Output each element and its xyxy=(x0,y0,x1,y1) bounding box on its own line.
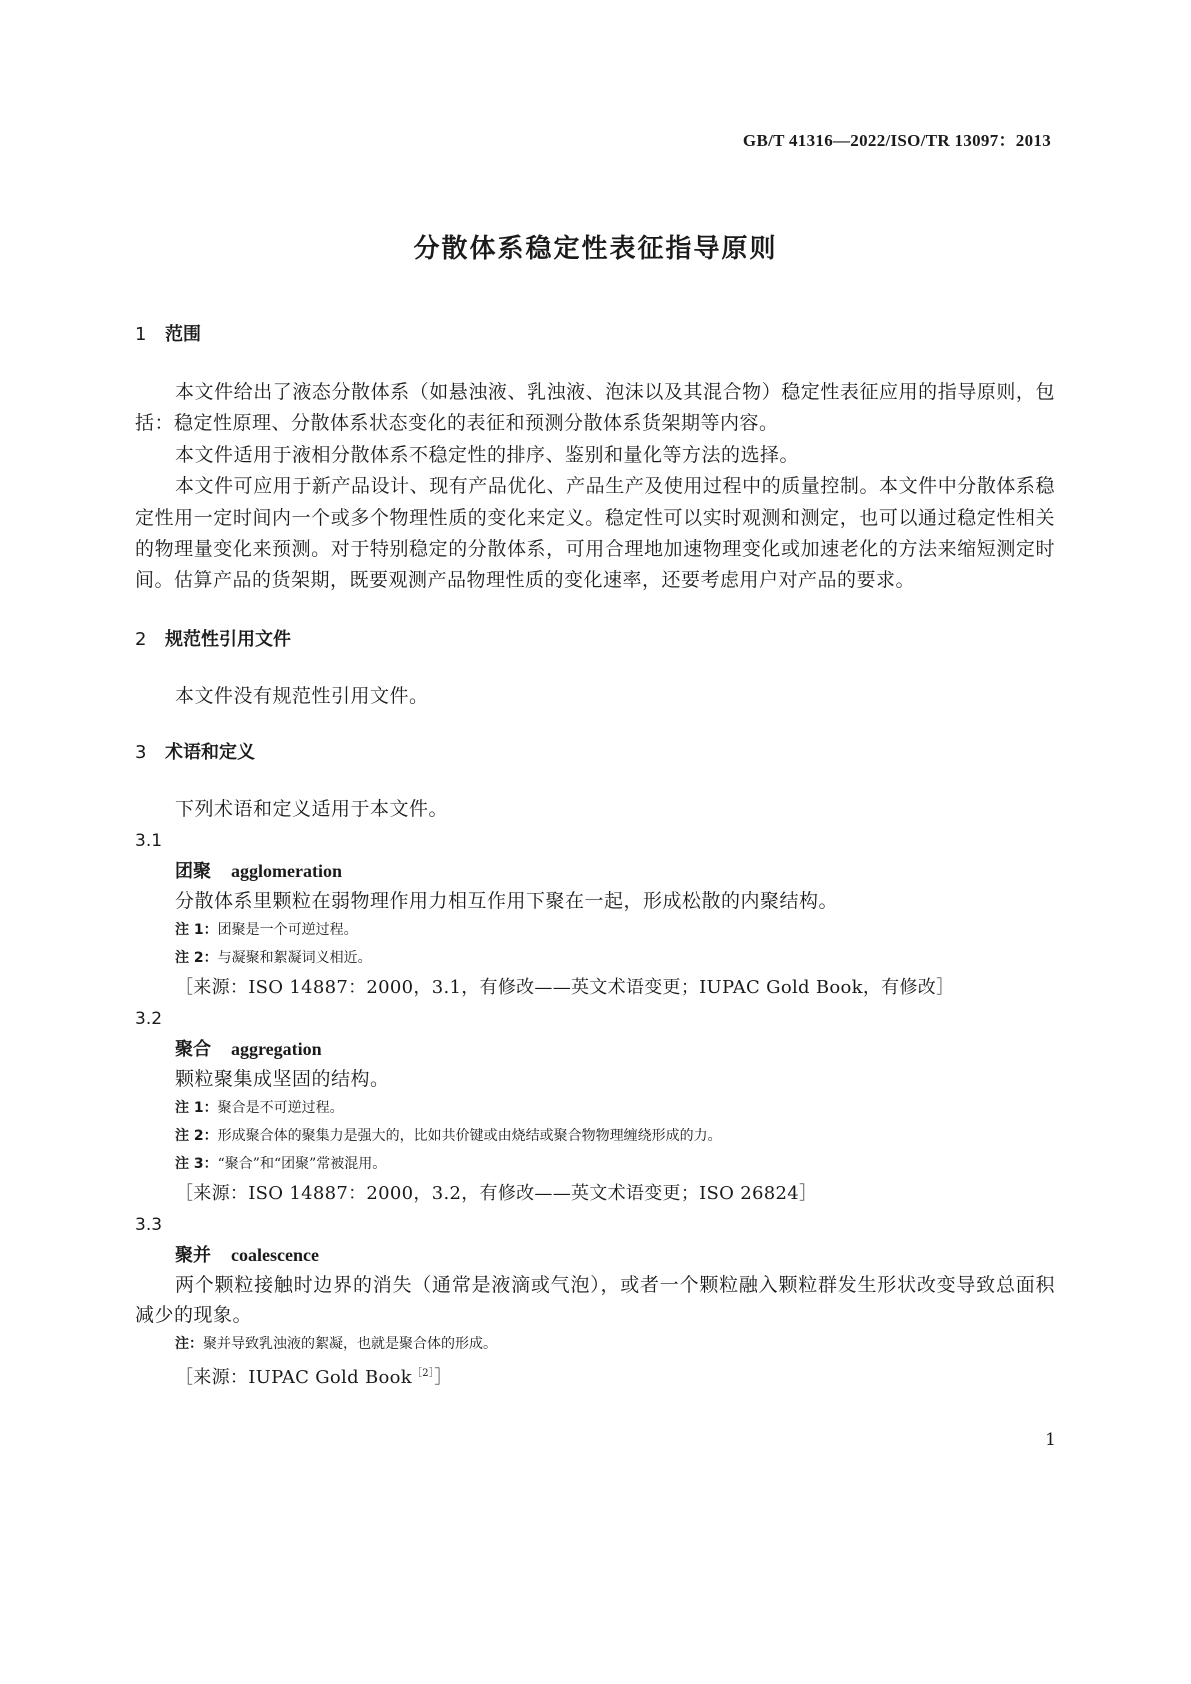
term-zh: 聚合 xyxy=(175,1038,211,1060)
paragraph: 本文件适用于液相分散体系不稳定性的排序、鉴别和量化等方法的选择。 xyxy=(175,443,800,466)
term-note xyxy=(135,944,1055,972)
section-title: 术语和定义 xyxy=(165,742,255,764)
term-entry xyxy=(135,1210,1055,1390)
term-heading xyxy=(135,856,1055,886)
section-number: 1 xyxy=(135,324,147,345)
term-note xyxy=(135,1122,1055,1150)
note-text: 聚合是不可逆过程。 xyxy=(217,1099,344,1116)
page-number: 1 xyxy=(1045,1430,1056,1450)
term-en: agglomeration xyxy=(231,860,342,881)
section-number: 2 xyxy=(135,628,147,650)
term-definition: 两个颗粒接触时边界的消失（通常是液滴或气泡），或者一个颗粒融入颗粒群发生形状改变导致总面积减少的现象。 xyxy=(135,1273,1055,1326)
note-label: 注 3： xyxy=(175,1155,218,1172)
section-title: 范围 xyxy=(165,324,201,345)
source-suffix: ］ xyxy=(434,1366,453,1388)
standard-number: GB/T 41316—2022/ISO/TR 13097：2013 xyxy=(742,131,1051,150)
term-note xyxy=(135,1330,1055,1358)
term-number: 3.1 xyxy=(135,830,163,851)
note-label: 注 2： xyxy=(175,1127,218,1144)
term-note xyxy=(135,1150,1055,1178)
term-definition: 颗粒聚集成坚固的结构。 xyxy=(175,1067,390,1090)
term-number: 3.3 xyxy=(135,1214,163,1235)
note-text: 与凝聚和絮凝词义相近。 xyxy=(217,949,372,966)
term-en: coalescence xyxy=(231,1244,319,1265)
section-heading-normative-references xyxy=(135,627,1055,653)
note-label: 注 1： xyxy=(175,1099,218,1116)
section-title: 规范性引用文件 xyxy=(165,628,291,650)
note-text: 聚并导致乳浊液的絮凝，也就是聚合体的形成。 xyxy=(203,1335,497,1352)
paragraph: 本文件可应用于新产品设计、现有产品优化、产品生产及使用过程中的质量控制。本文件中分散体系稳定性用一定时间内一个或多个物理性质的变化来定义。稳定性可以实时观测和测定，也可以通过稳定性相关的物理量变化来预测。对于特别稳定的分散体系，可用合理地加速物理变化或加速老化的方法来缩短测定时间。估算产品的货架期，既要观测产品物理性质的变化速率，还要考虑用户对产品的要求。 xyxy=(135,475,1055,592)
term-zh: 聚并 xyxy=(175,1244,211,1266)
term-source: ［来源：ISO 14887：2000，3.2，有修改——英文术语变更；ISO 26824］ xyxy=(175,1182,818,1204)
term-source xyxy=(135,1358,1055,1390)
section-heading-scope xyxy=(135,322,1055,348)
term-heading xyxy=(135,1240,1055,1270)
paragraph: 本文件没有规范性引用文件。 xyxy=(175,684,429,707)
section-number: 3 xyxy=(135,742,147,764)
document-body xyxy=(135,322,1055,1390)
term-number: 3.2 xyxy=(135,1008,163,1029)
note-text: “聚合”和“团聚”常被混用。 xyxy=(217,1155,387,1172)
note-text: 形成聚合体的聚集力是强大的，比如共价键或由烧结或聚合物物理缠绕形成的力。 xyxy=(217,1127,722,1144)
reference-marker[interactable]: ［2］ xyxy=(411,1367,435,1379)
note-label: 注 1： xyxy=(175,921,218,938)
note-label: 注： xyxy=(175,1335,203,1352)
term-note xyxy=(135,916,1055,944)
note-label: 注 2： xyxy=(175,949,218,966)
source-prefix: ［来源：IUPAC Gold Book xyxy=(175,1366,412,1388)
term-zh: 团聚 xyxy=(175,860,211,882)
term-heading xyxy=(135,1034,1055,1064)
document-title: 分散体系稳定性表征指导原则 xyxy=(413,234,778,264)
paragraph: 本文件给出了液态分散体系（如悬浊液、乳浊液、泡沫以及其混合物）稳定性表征应用的指导原则，包括：稳定性原理、分散体系状态变化的表征和预测分散体系货架期等内容。 xyxy=(135,381,1055,435)
term-en: aggregation xyxy=(231,1038,322,1059)
paragraph: 下列术语和定义适用于本文件。 xyxy=(175,798,449,821)
note-text: 团聚是一个可逆过程。 xyxy=(217,921,358,938)
term-note xyxy=(135,1094,1055,1122)
section-heading-terms xyxy=(135,740,1055,766)
term-entry xyxy=(135,826,1055,1004)
term-definition: 分散体系里颗粒在弱物理作用力相互作用下聚在一起，形成松散的内聚结构。 xyxy=(175,889,839,912)
term-entry xyxy=(135,1004,1055,1210)
term-source: ［来源：ISO 14887：2000，3.1，有修改——英文术语变更；IUPAC Gold Book，有修改］ xyxy=(175,976,955,998)
